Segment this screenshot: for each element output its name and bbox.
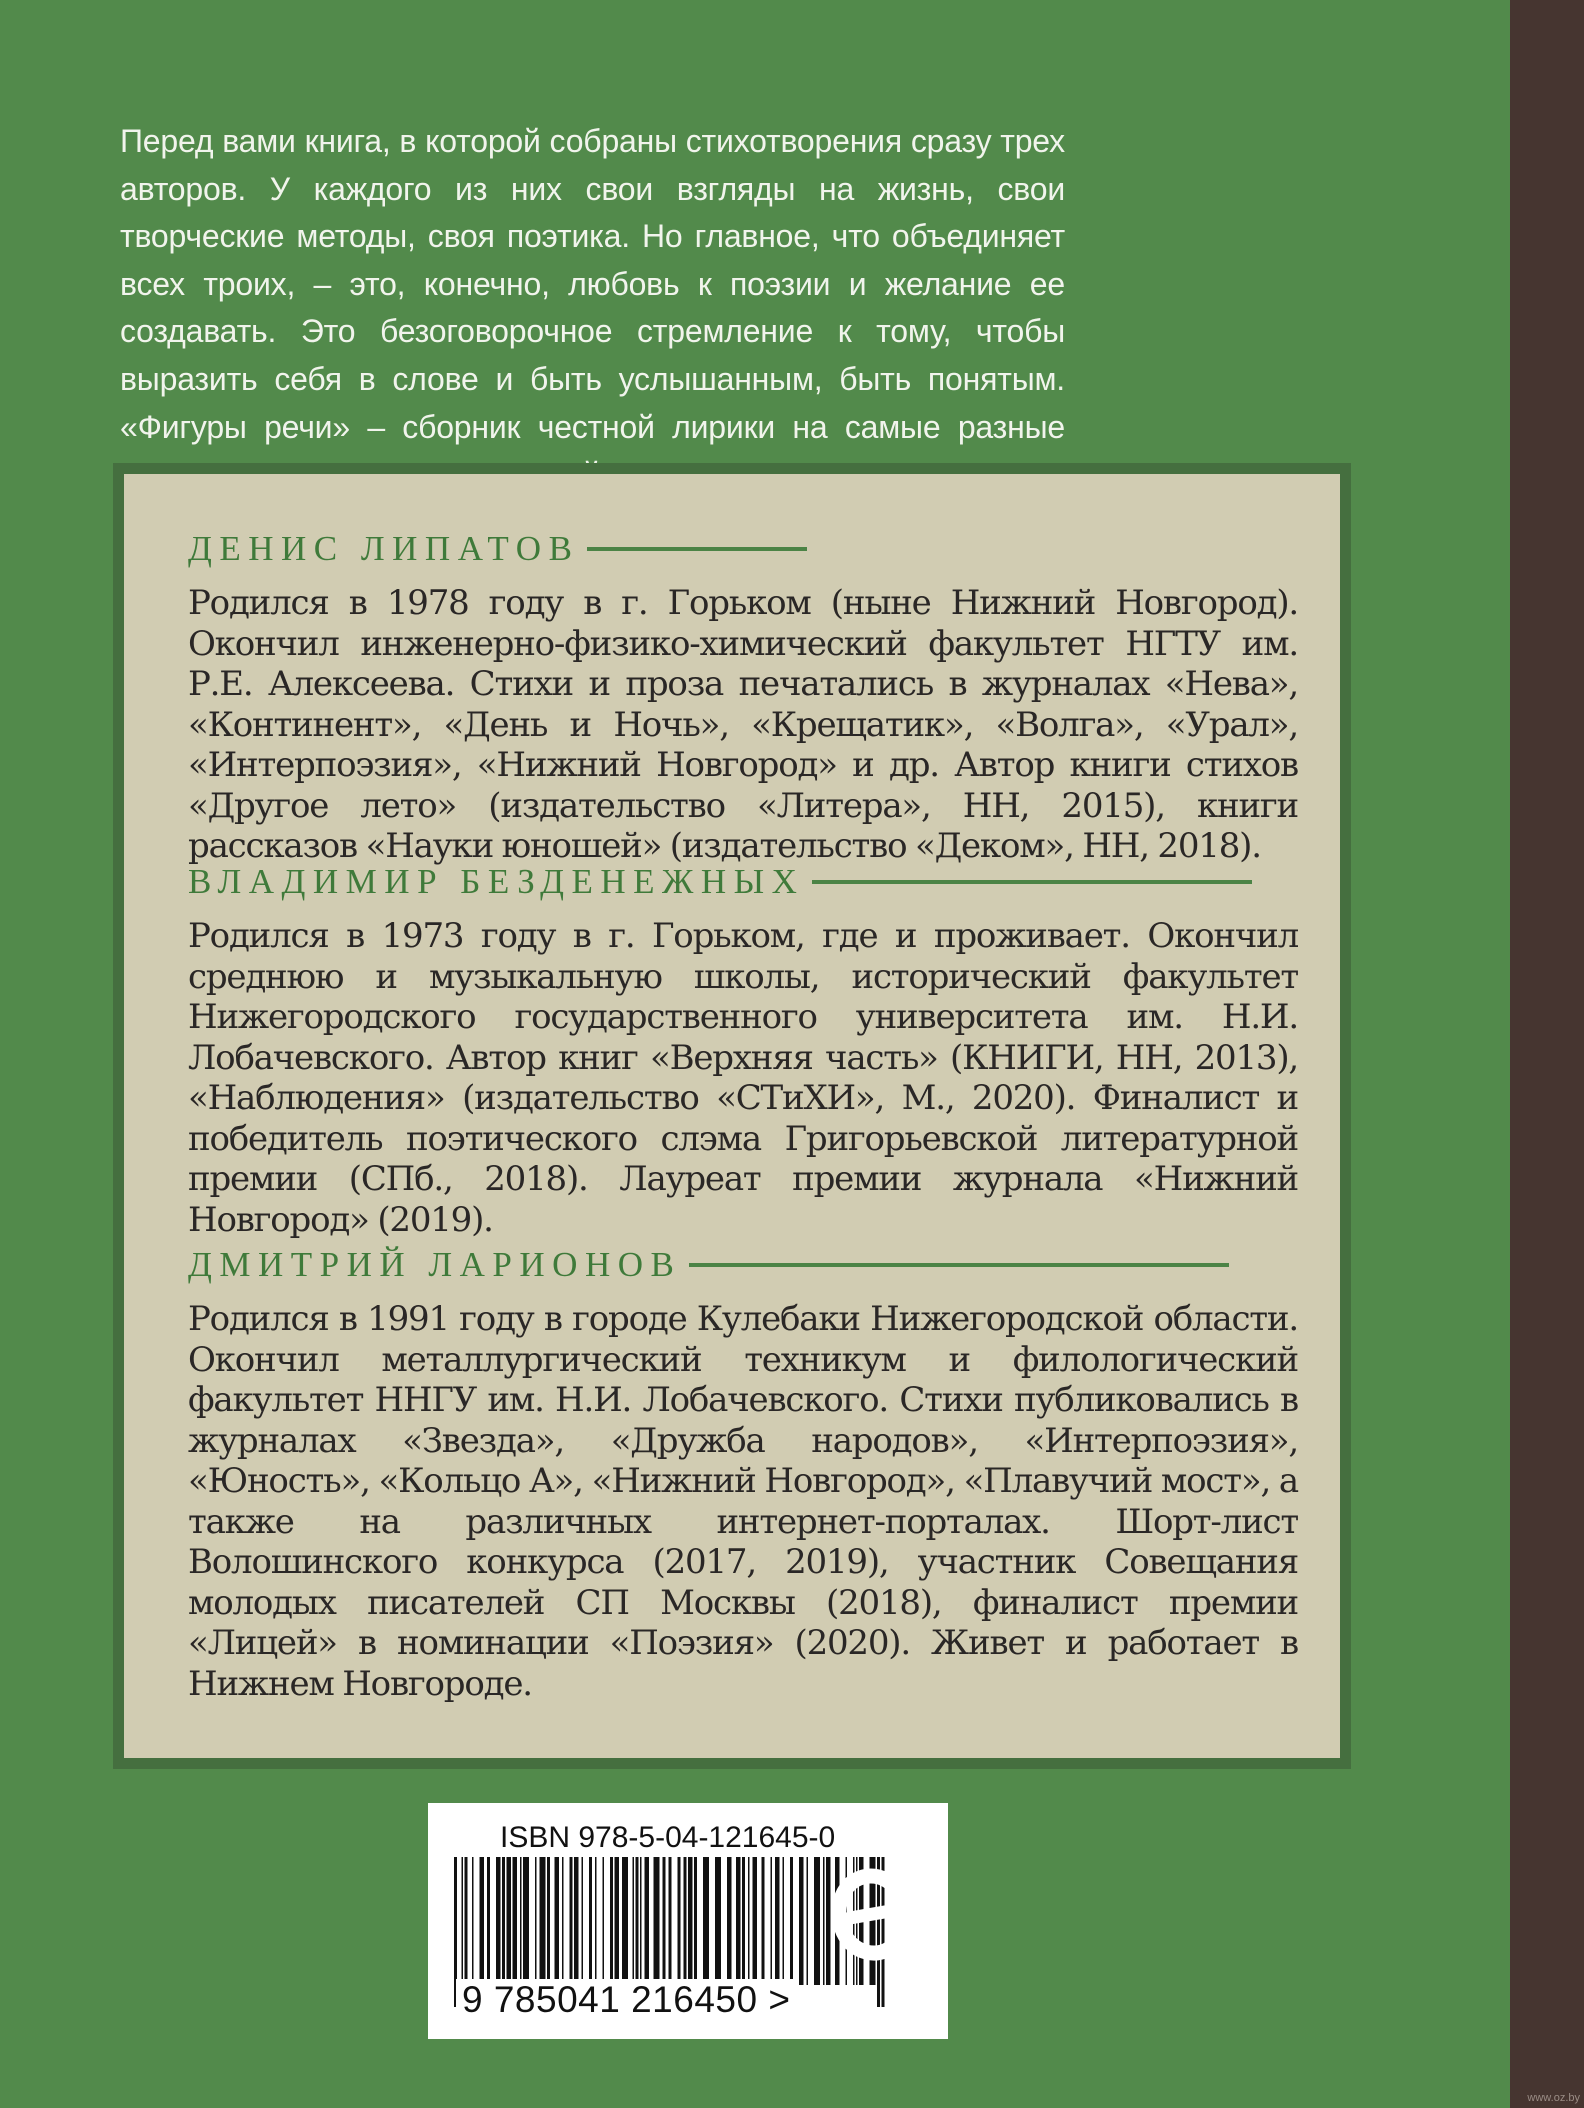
barcode-bar	[496, 1857, 501, 1985]
barcode-bar	[771, 1857, 773, 1985]
barcode-bar	[547, 1857, 550, 1985]
author-block-larionov	[188, 1239, 1298, 1704]
barcode-bar	[636, 1857, 639, 1985]
author-bio: Родился в 1973 году в г. Горьком, где и проживает. Окончил среднюю и музыкальную школы, исторический факультет Нижегородского государственного университета им. Н.И. Лобачевского. Автор книг «Верхняя часть» (КНИГИ, НН, 2013), «Наблюдения» (издательство «СТиХИ», М., 2020). Финалист и победитель поэтического слэма Григорьевской литературной премии (СПб., 2018). Лауреат премии журнала «Нижний Новгород» (2019).	[188, 916, 1298, 1240]
barcode-bar	[615, 1857, 620, 1985]
barcode-bar	[610, 1857, 613, 1985]
authors-panel-inner	[124, 474, 1340, 1758]
author-bio: Родился в 1991 году в городе Кулебаки Нижегородской области. Окончил металлургический техникум и филологический факультет ННГУ им. Н.И. Лобачевского. Стихи публиковались в журналах «Звезда», «Дружба народов», «Интерпоэзия», «Юность», «Кольцо А», «Нижний Новгород», «Плавучий мост», а также на различных интернет-порталах. Шорт-лист Волошинского конкурса (2017, 2019), участник Совещания молодых писателей СП Москвы (2018), финалист премии «Лицей» в номинации «Поэзия» (2020). Живет и работает в Нижнем Новгороде.	[188, 1299, 1298, 1704]
barcode-bar	[678, 1857, 681, 1985]
barcode-bar	[520, 1857, 522, 1985]
heading-rule	[812, 880, 1252, 884]
barcode-bar	[790, 1857, 793, 1985]
barcode-bar	[645, 1857, 650, 1985]
barcode-bar	[595, 1857, 597, 1985]
barcode-bar	[742, 1857, 745, 1985]
barcode-bar	[507, 1857, 512, 1985]
barcode-bar	[472, 1857, 474, 1985]
barcode-bar	[622, 1857, 628, 1985]
barcode-bar	[823, 1857, 825, 1985]
author-block-lipatov	[188, 523, 1298, 867]
barcode-bar	[555, 1857, 560, 1985]
barcode-bar	[574, 1857, 579, 1985]
barcode-bar	[799, 1857, 804, 1985]
barcode-bar	[753, 1857, 758, 1985]
author-block-bezdenezhnykh	[188, 856, 1298, 1240]
barcode-bar	[807, 1857, 809, 1985]
barcode-bar	[736, 1857, 741, 1985]
barcode-bar	[688, 1857, 693, 1985]
isbn-digits-text: 9 785041 216450 >	[456, 1979, 796, 2020]
barcode-bar	[694, 1857, 697, 1985]
author-name: ВЛАДИМИР БЕЗДЕНЕЖНЫХ	[188, 862, 805, 901]
barcode-bar	[762, 1857, 765, 1985]
barcode-bar	[589, 1857, 592, 1985]
barcode-bar	[654, 1857, 660, 1985]
heading-rule	[689, 1263, 1229, 1267]
barcode-bar	[570, 1857, 573, 1985]
author-name: ДМИТРИЙ ЛАРИОНОВ	[188, 1245, 682, 1284]
author-heading	[188, 523, 1298, 575]
barcode-bar	[783, 1857, 785, 1985]
author-heading	[188, 856, 1298, 908]
author-bio: Родился в 1978 году в г. Горьком (ныне Нижний Новгород). Окончил инженерно-физико-химический факультет НГТУ им. Р.Е. Алексеева. Стихи и проза печатались в журналах «Нева», «Континент», «День и Ночь», «Крещатик», «Волга», «Урал», «Интерпоэзия», «Нижний Новгород» и др. Автор книги стихов «Другое лето» (издательство «Литера», НН, 2015), книги рассказов «Науки юношей» (издательство «Деком», НН, 2018).	[188, 583, 1298, 866]
barcode-bar	[633, 1857, 635, 1985]
isbn-label: ISBN 978-5-04-121645-0	[500, 1821, 836, 1854]
barcode-bar	[640, 1857, 642, 1985]
heading-rule	[587, 547, 807, 551]
barcode-bar	[727, 1857, 732, 1985]
barcode-bar	[748, 1857, 750, 1985]
barcode-bar	[535, 1857, 537, 1985]
barcode-bar	[487, 1857, 490, 1985]
barcode-bar	[603, 1857, 605, 1985]
barcode-bar	[715, 1857, 721, 1985]
barcode-bar	[502, 1857, 505, 1985]
barcode-bar	[703, 1857, 709, 1985]
authors-panel	[113, 463, 1351, 1769]
barcode-bar	[684, 1857, 687, 1985]
barcode-bar	[465, 1857, 468, 1985]
barcode-bar	[513, 1857, 518, 1985]
barcode-bar	[582, 1857, 584, 1985]
book-annotation: Перед вами книга, в которой собраны стихотворения сразу трех авторов. У каждого из них свои взгляды на жизнь, свои творческие методы, своя поэтика. Но главное, что объединяет всех троих, – это, конечно, любовь к поэзии и желание ее создавать. Это безоговорочное стремление к тому, чтобы выразить себя в слове и быть услышанным, быть понятым. «Фигуры речи» – сборник честной лирики на самые разные	[120, 123, 1065, 445]
barcode-bar	[540, 1857, 546, 1985]
barcode-bar	[663, 1857, 666, 1985]
eksmo-logo	[830, 1862, 910, 1980]
isbn-digits	[456, 1975, 956, 2025]
barcode-bar	[814, 1857, 820, 1985]
barcode-bar	[480, 1857, 485, 1985]
watermark: www.oz.by	[1527, 2092, 1580, 2104]
author-heading	[188, 1239, 1298, 1291]
barcode-bar	[775, 1857, 780, 1985]
book-spine	[1510, 0, 1584, 2108]
barcode-bar	[523, 1857, 529, 1985]
author-name: ДЕНИС ЛИПАТОВ	[188, 529, 580, 568]
barcode-bar	[562, 1857, 564, 1985]
